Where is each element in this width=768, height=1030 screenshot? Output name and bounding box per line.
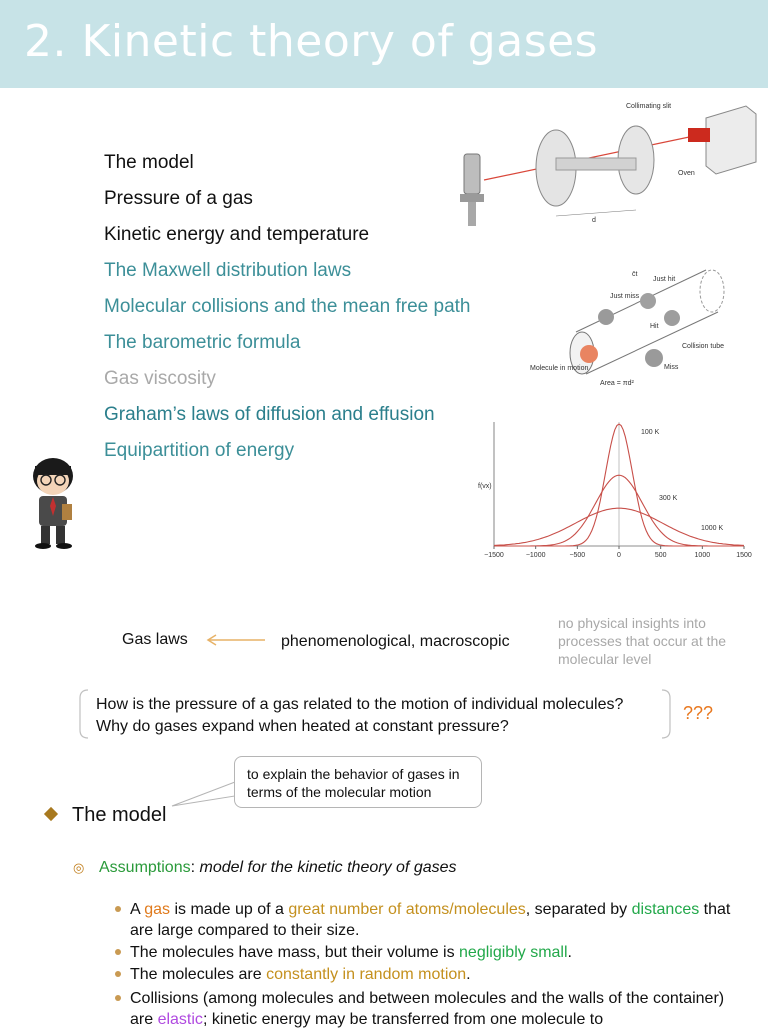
label-just-miss: Just miss (610, 293, 640, 300)
b1-text-b: is made up of a (170, 901, 289, 918)
outline-item-graham: Graham’s laws of diffusion and effusion (104, 404, 435, 425)
label-collision-tube: Collision tube (682, 343, 725, 350)
assumptions-line: Assumptions: model for the kinetic theory of gases (99, 859, 457, 876)
x-tick-label: 1000 (694, 552, 711, 559)
distance-marker (556, 210, 636, 216)
no-insights-note: no physical insights into processes that occur at the molecular level (558, 615, 727, 667)
label-molecule-in-motion: Molecule in motion (530, 365, 589, 372)
x-tick-label: 500 (654, 552, 667, 559)
chart-ticks (484, 546, 752, 559)
assumptions-description: model for the kinetic theory of gases (199, 859, 457, 876)
detector-stem (468, 202, 476, 226)
bullet-dot-icon (115, 949, 121, 955)
b1-great-number: great number of atoms/molecules (288, 901, 526, 918)
section-heading-model: The model (72, 804, 167, 826)
label-oven: Oven (678, 170, 695, 177)
title-banner (0, 0, 768, 88)
b1-text-a: A (130, 901, 145, 918)
oven-nozzle (688, 128, 710, 142)
b4-text-b: ; kinetic energy may be transferred from one molecule to (202, 1011, 604, 1028)
outline-item-equipartition: Equipartition of energy (104, 440, 295, 461)
molecule-just-hit (640, 293, 656, 309)
cartoon-shoe-right (56, 543, 72, 549)
diamond-bullet-icon (44, 807, 58, 821)
x-tick-label: −500 (569, 552, 586, 559)
question-text (96, 694, 623, 738)
callout-pointer (170, 780, 240, 810)
assumption-2 (130, 942, 750, 963)
b1-text-c: , separated by (525, 901, 632, 918)
axle (556, 158, 636, 170)
cartoon-shoe-left (35, 543, 51, 549)
cartoon-leg-right (56, 526, 65, 544)
topic-outline (104, 150, 470, 474)
x-tick-label: 0 (617, 552, 621, 559)
molecule-in-motion (580, 345, 598, 363)
b1-distances: distances (631, 901, 700, 918)
question-marks: ??? (683, 703, 714, 723)
phenomenological-label: phenomenological, macroscopic (281, 633, 510, 650)
assumption-1 (130, 899, 750, 941)
outline-item-pressure: Pressure of a gas (104, 188, 253, 209)
label-just-hit: Just hit (653, 276, 676, 283)
question-expansion: Why do gases expand when heated at constant pressure? (96, 718, 509, 735)
left-arrow-icon (205, 632, 267, 648)
label-area: Area = πd² (600, 380, 634, 387)
b4-text-a: Collisions (among molecules and between molecules and the walls of the container) are (130, 990, 725, 1028)
b4-elastic: elastic (157, 1011, 203, 1028)
molecule-hit (664, 310, 680, 326)
velocity-selector-figure (456, 98, 760, 230)
series-label-1000-k: 1000 K (701, 525, 724, 532)
series-label-100-k: 100 K (641, 429, 660, 436)
cartoon-bangs (35, 466, 71, 475)
b2-text-a: The molecules have mass, but their volume is (130, 944, 460, 961)
b3-random-motion: constantly in random motion (266, 966, 467, 983)
outline-item-barometric: The barometric formula (104, 332, 301, 353)
detector-base (460, 194, 484, 202)
b2-negligibly-small: negligibly small (459, 944, 568, 961)
b1-gas: gas (144, 901, 171, 918)
assumption-3 (130, 964, 750, 985)
b2-text-b: . (567, 944, 572, 961)
x-tick-label: −1500 (484, 552, 504, 559)
outline-item-viscosity: Gas viscosity (104, 368, 216, 389)
label-hit: Hit (650, 323, 659, 330)
cartoon-leg-left (41, 526, 50, 544)
circle-bullet-icon: ◎ (73, 860, 85, 875)
b3-text-a: The molecules are (130, 966, 267, 983)
bullet-dot-icon (115, 971, 121, 977)
bullet-dot-icon (115, 906, 121, 912)
b3-text-b: . (466, 966, 471, 983)
gas-laws-label: Gas laws (122, 631, 188, 648)
label-miss: Miss (664, 364, 679, 371)
tube-back-end (700, 270, 724, 312)
b1-text-d: that are large compared to their size. (130, 901, 731, 939)
outline-item-maxwell: The Maxwell distribution laws (104, 260, 352, 281)
question-pressure: How is the pressure of a gas related to the motion of individual molecules? (96, 696, 624, 713)
oven-box (706, 106, 756, 174)
outline-item-kinetic-energy: Kinetic energy and temperature (104, 224, 370, 245)
x-tick-label: −1000 (525, 552, 546, 559)
detector-body (464, 154, 480, 194)
label-collimating-slit: Collimating slit (626, 103, 672, 110)
callout-text: to explain the behavior of gases in terms of the molecular motion (247, 766, 460, 800)
series-label-300-k: 300 K (659, 495, 678, 502)
outline-item-model: The model (104, 152, 194, 173)
collision-tube-figure (526, 240, 764, 392)
x-tick-label: 1500 (736, 552, 752, 559)
chart-y-label: f(vx) (478, 483, 492, 490)
assumptions-label: Assumptions (99, 859, 191, 876)
molecule-just-miss (598, 309, 614, 325)
page-title: 2. Kinetic theory of gases (24, 16, 599, 67)
outline-item-collisions: Molecular collisions and the mean free path (104, 296, 471, 317)
maxwell-distribution-chart (476, 416, 758, 562)
student-cartoon (26, 454, 82, 550)
cartoon-book (62, 504, 72, 520)
bullet-dot-icon (115, 995, 121, 1001)
label-ct: c̄t (632, 271, 638, 278)
molecule-miss (645, 349, 663, 367)
label-d: d (592, 217, 596, 224)
